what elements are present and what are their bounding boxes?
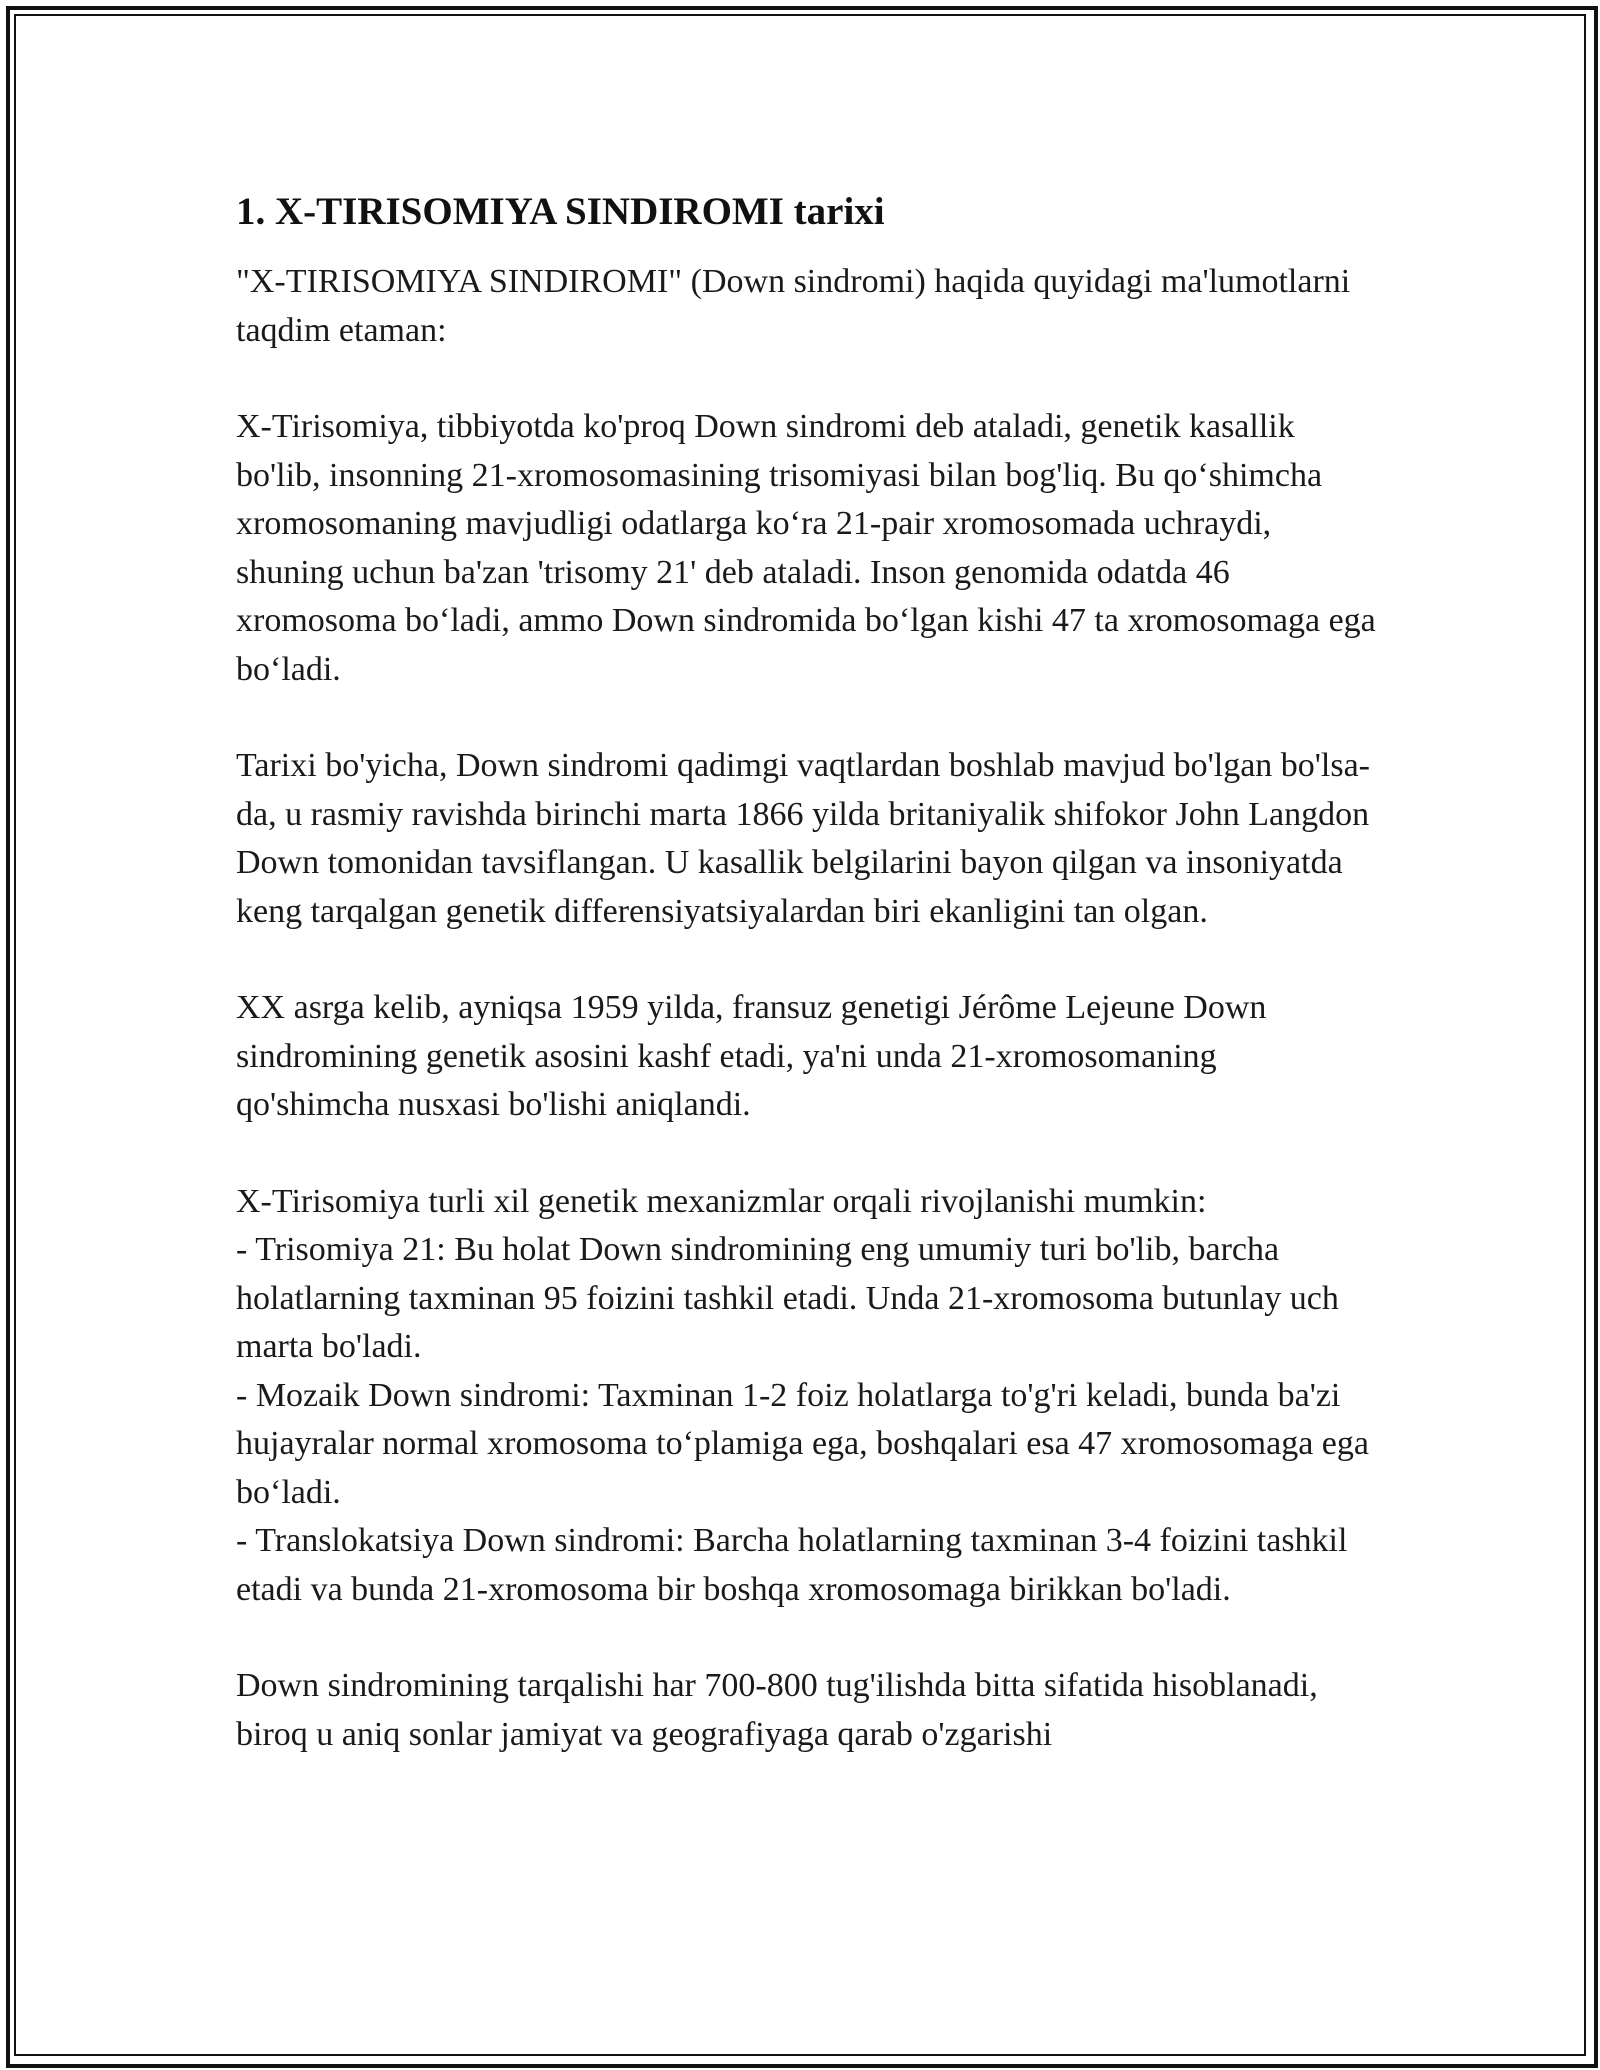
mechanism-item-translocation: - Translokatsiya Down sindromi: Barcha holatlarning taxminan 3-4 foizini tashkil etadi va bunda 21-xromosoma bir boshqa xromosomaga birikkan bo'ladi. (236, 1522, 1348, 1608)
intro-paragraph: "X-TIRISOMIYA SINDIROMI" (Down sindromi) haqida quyidagi ma'lumotlarni taqdim etaman: (236, 263, 1351, 349)
history-paragraph: Tarixi bo'yicha, Down sindromi qadimgi vaqtlardan boshlab mavjud bo'lgan bo'lsa-da, u rasmiy ravishda birinchi marta 1866 yilda britaniyalik shifokor John Langdon Down tomonidan tavsiflangan. U kasallik belgilarini bayon qilgan va insoniyatda keng tarqalgan genetik differensiyatsiyalardan biri ekanligini tan olgan. (236, 747, 1371, 930)
mechanism-item-trisomy: - Trisomiya 21: Bu holat Down sindromining eng umumiy turi bo'lib, barcha holatlarning taxminan 95 foizini tashkil etadi. Unda 21-xromosoma butunlay uch marta bo'ladi. (236, 1231, 1339, 1365)
mechanisms-section (236, 1178, 1376, 1615)
definition-paragraph: X-Tirisomiya, tibbiyotda ko'proq Down sindromi deb ataladi, genetik kasallik bo'lib, insonning 21-xromosomasining trisomiyasi bilan bog'liq. Bu qo‘shimcha xromosomaning mavjudligi odatlarga ko‘ra 21-pair xromosomada uchraydi, shuning uchun ba'zan 'trisomy 21' deb ataladi. Inson genomida odatda 46 xromosoma bo‘ladi, ammo Down sindromida bo‘lgan kishi 47 ta xromosomaga ega bo‘ladi. (236, 408, 1376, 688)
prevalence-paragraph: Down sindromining tarqalishi har 700-800 tug'ilishda bitta sifatida hisoblanadi, biroq u aniq sonlar jamiyat va geografiyaga qarab o'zgarishi (236, 1667, 1318, 1753)
document-body (236, 186, 1376, 1807)
mechanisms-intro: X-Tirisomiya turli xil genetik mexanizmlar orqali rivojlanishi mumkin: (236, 1182, 1207, 1220)
mechanism-item-mosaic: - Mozaik Down sindromi: Taxminan 1-2 foiz holatlarga to'g'ri keladi, bunda ba'zi hujayralar normal xromosoma to‘plamiga ega, boshqalari esa 47 xromosomaga ega bo‘ladi. (236, 1376, 1369, 1511)
document-title: 1. X-TIRISOMIYA SINDIROMI tarixi (236, 190, 885, 233)
discovery-paragraph: XX asrga kelib, ayniqsa 1959 yilda, fransuz genetigi Jérôme Lejeune Down sindromining genetik asosini kashf etadi, ya'ni unda 21-xromosomaning qo'shimcha nusxasi bo'lishi aniqlandi. (236, 989, 1267, 1123)
